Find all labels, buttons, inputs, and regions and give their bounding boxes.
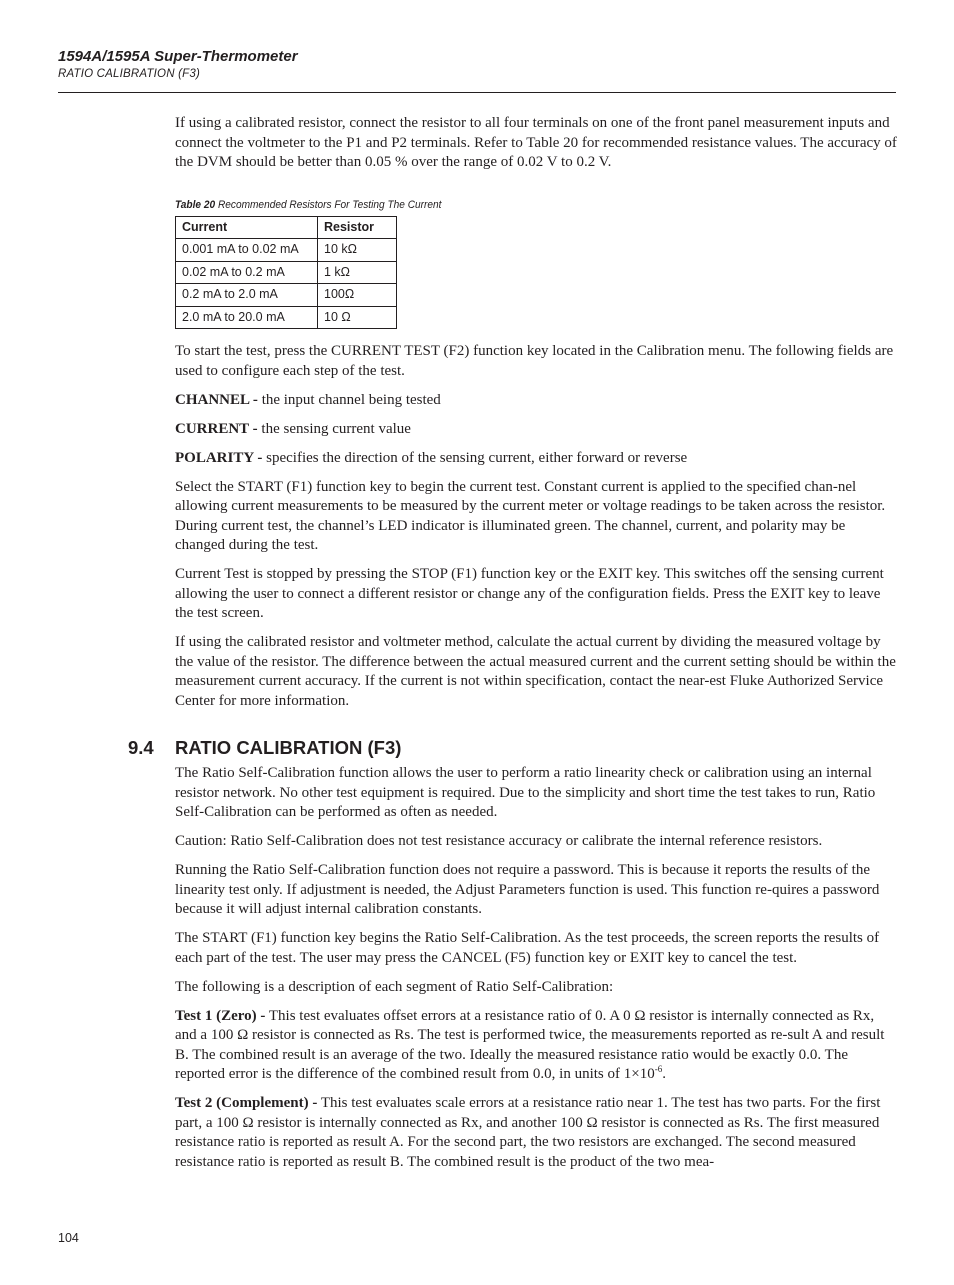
field-term: CHANNEL - [175, 391, 258, 408]
field-description: the sensing current value [257, 420, 411, 437]
sentence-end: . [662, 1066, 666, 1082]
table-row [176, 284, 397, 307]
field-current [175, 420, 897, 440]
test-description: This test evaluates scale errors at a resistance ratio near 1. The test has two parts. For the first part, a 100 Ω resistor is internally connected as Rx, and another 100 Ω resistor is connected as Rs. The first measured resistance ratio is reported as result A. For the second part, the two resistors are exchanged. The second measured resistance ratio is reported as result B. The combined result is the product of the two mea- [175, 1095, 881, 1170]
field-polarity [175, 449, 897, 469]
field-channel [175, 391, 897, 411]
field-description: specifies the direction of the sensing current, either forward or reverse [262, 449, 688, 466]
table-header-current: Current [176, 216, 318, 239]
header-rule [58, 92, 896, 93]
start-test-paragraph: To start the test, press the CURRENT TEST (F2) function key located in the Calibration menu. The following fields are used to configure each step of the test. [175, 343, 894, 379]
table-caption [175, 198, 839, 212]
test-description: This test evaluates offset errors at a resistance ratio of 0. A 0 Ω resistor is internally connected as Rx, and a 100 Ω resistor is connected as Rs. The test is performed twice, the measurements reported as re-sult A and result B. The combined result is an average of the two. Ideally the measured resistance ratio would be exactly 0.0. The reported error is the difference of the combined result from 0.0, in units of 1×10 [175, 1007, 885, 1082]
exponent: -6 [654, 1064, 663, 1074]
field-description: the input channel being tested [257, 391, 441, 408]
table-row [176, 261, 397, 284]
section-running-head: RATIO CALIBRATION (F3) [58, 68, 200, 80]
table-row [176, 306, 397, 329]
test-1-paragraph [175, 1007, 897, 1085]
field-term: CURRENT - [175, 420, 258, 437]
section-heading [128, 737, 401, 759]
resistor-table [175, 216, 397, 330]
table-cell-resistor: 1 kΩ [318, 261, 397, 284]
intro-paragraph: If using a calibrated resistor, connect the resistor to all four terminals on one of the front panel measurement inputs and connect the voltmeter to the P1 and P2 terminals. Refer to Table 20 for recommended resistance values. The accuracy of the DVM should be better than 0.05 % over the range of 0.02 V to 0.2 V. [175, 115, 897, 170]
field-term: POLARITY - [175, 449, 263, 466]
table-cell-current: 0.2 mA to 2.0 mA [176, 284, 318, 307]
body-text-lower [175, 764, 897, 1182]
document-title: 1594A/1595A Super-Thermometer [58, 48, 298, 65]
test-2-paragraph [175, 1094, 897, 1172]
table-cell-resistor: 10 kΩ [318, 239, 397, 262]
paragraph: Select the START (F1) function key to begin the current test. Constant current is applied to the specified chan-nel allowing current measurements to be measured by the current meter or voltage readings to be taken across the resistor. During current test, the channel’s LED indicator is illuminated green. The channel, current, and polarity may be changed during the test. [175, 478, 886, 553]
table-cell-current: 0.001 mA to 0.02 mA [176, 239, 318, 262]
table-cell-current: 2.0 mA to 20.0 mA [176, 306, 318, 329]
paragraph: Current Test is stopped by pressing the STOP (F1) function key or the EXIT key. This switches off the sensing current allowing the user to connect a different resistor or change any of the configuration fields. Press the EXIT key to leave the test screen. [175, 566, 884, 621]
page-header [58, 48, 298, 81]
table-cell-resistor: 100Ω [318, 284, 397, 307]
table-cell-current: 0.02 mA to 0.2 mA [176, 261, 318, 284]
section-number: 9.4 [128, 737, 154, 758]
paragraph: If using the calibrated resistor and voltmeter method, calculate the actual current by dividing the measured voltage by the value of the resistor. The difference between the actual measured current and the current setting should be within the measurement current accuracy. If the current is not within specification, contact the near-est Fluke Authorized Service Center for more information. [175, 634, 896, 709]
table-header-resistor: Resistor [318, 216, 397, 239]
paragraph: The following is a description of each segment of Ratio Self-Calibration: [175, 978, 614, 995]
section-title: RATIO CALIBRATION (F3) [175, 737, 402, 758]
paragraph: The Ratio Self-Calibration function allows the user to perform a ratio linearity check or calibration using an internal resistor network. No other test equipment is required. Due to the simplicity and short time the test takes to run, Ratio Self-Calibration can be performed as often as needed. [175, 765, 876, 820]
page-number: 104 [58, 1231, 79, 1245]
table-caption-text: Recommended Resistors For Testing The Current [217, 198, 442, 211]
test-term: Test 1 (Zero) - [175, 1007, 266, 1024]
body-text-upper [175, 114, 897, 721]
test-term: Test 2 (Complement) - [175, 1095, 318, 1111]
paragraph: The START (F1) function key begins the Ratio Self-Calibration. As the test proceeds, the screen reports the results of each part of the test. The user may press the CANCEL (F5) function key or EXIT key to cancel the test. [175, 930, 880, 966]
paragraph: Caution: Ratio Self-Calibration does not test resistance accuracy or calibrate the internal reference resistors. [175, 833, 823, 849]
paragraph: Running the Ratio Self-Calibration function does not require a password. This is because it reports the results of the linearity test only. If adjustment is needed, the Adjust Parameters function is used. This function re-quires a password because it will adjust internal calibration constants. [175, 862, 880, 917]
table-header-row [176, 216, 397, 239]
table-cell-resistor: 10 Ω [318, 306, 397, 329]
table-row [176, 239, 397, 262]
table-caption-label: Table 20 [175, 198, 216, 211]
